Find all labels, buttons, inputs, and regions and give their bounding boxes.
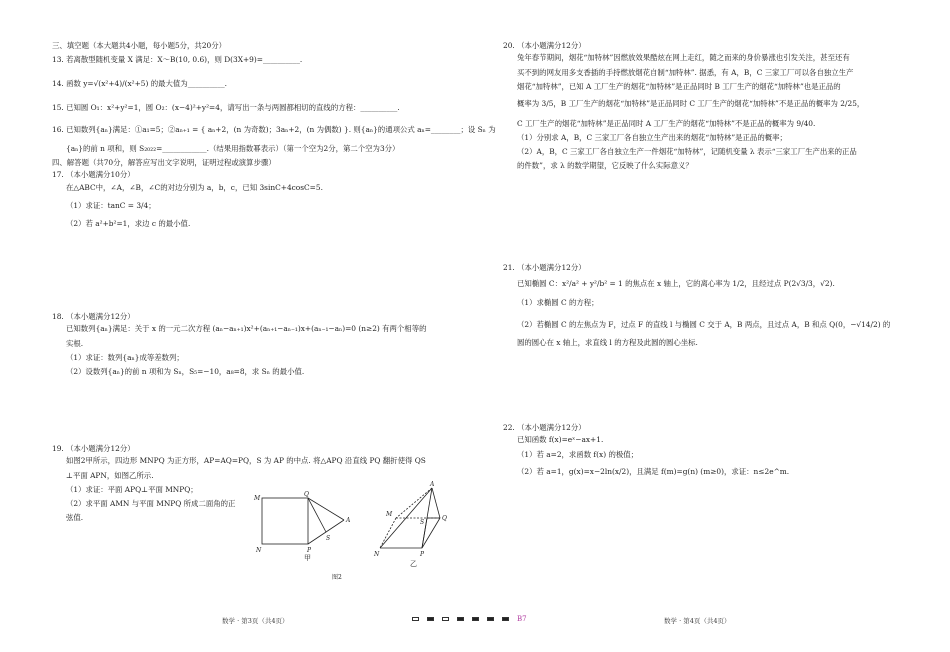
print-code: B7 <box>517 615 527 623</box>
question-16-line1: 16. 已知数列{aₙ}满足：①a₁=5；②aₙ₊₁ = { aₙ+2，(n 为奇数)；3aₙ+2，(n 为偶数) }. 则{aₙ}的通项公式 aₙ=________；设 Sₙ 为 <box>52 125 496 134</box>
question-17-part1: （1）求证：tanC = 3/4； <box>66 200 156 210</box>
figure-yi <box>370 480 480 570</box>
label-Q: Q <box>304 491 309 498</box>
question-19-header: 19. （本小题满分12分） <box>52 444 135 453</box>
question-21-part2-line2: 圆的圆心在 x 轴上，求直线 l 的方程及此圆的圆心坐标. <box>517 337 698 347</box>
reg-mark <box>427 617 434 621</box>
question-20-text-3: 烟花“加特林”，已知 A 工厂生产的烟花“加特林”是正品同时 B 工厂生产的烟花“加特林”也是正品的 <box>517 81 841 91</box>
question-20-text-1: 兔年春节期间，烟花“加特林”因燃放效果酷炫在网上走红，随之而来的身价暴涨也引发关注，甚至还有 <box>517 53 850 63</box>
reg-mark <box>472 617 479 621</box>
registration-marks <box>412 615 527 623</box>
question-19-part2-line1: （2）求平面 AMN 与平面 MNPQ 所成二面角的正 <box>66 498 236 508</box>
question-18-part1: （1）求证：数列{aₙ}成等差数列； <box>66 352 184 362</box>
question-17-header: 17. （本小题满分10分） <box>52 170 135 180</box>
reg-mark <box>457 617 464 621</box>
figure-caption: 图2 <box>332 574 342 581</box>
question-20-text-4: 概率为 3/5，B 工厂生产的烟花“加特林”是正品同时 C 工厂生产的烟花“加特林”不是正品的概率为 2/25， <box>517 98 865 108</box>
question-22-header: 22. （本小题满分12分） <box>503 423 586 432</box>
footer-page-4: 数学 · 第4页（共4页） <box>664 617 731 625</box>
question-22-text: 已知函数 f(x)=eˣ−ax+1. <box>517 435 604 445</box>
reg-mark <box>502 617 509 621</box>
section-answer-heading: 四、解答题（共70分，解答应写出文字说明，证明过程或演算步骤） <box>52 157 276 167</box>
question-20-part2-line2: 的件数”，求 λ 的数学期望，它反映了什么实际意义？ <box>517 160 693 170</box>
question-17-text: 在△ABC中，∠A，∠B，∠C的对边分别为 a，b，c，已知 3sinC+4cosC=5. <box>66 182 323 192</box>
question-17-part2: （2）若 a²+b²=1，求边 c 的最小值. <box>66 219 191 228</box>
question-18-header: 18. （本小题满分12分） <box>52 312 135 321</box>
question-19-text-1: 如图2甲所示，四边形 MNPQ 为正方形，AP=AQ=PQ，S 为 AP 的中点. 将△APQ 沿直线 PQ 翻折使得 QS <box>66 456 426 466</box>
figure-yi-label: 乙 <box>410 560 417 568</box>
question-21-part2-line1: （2）若椭圆 C 的左焦点为 F，过点 F 的直线 l 与椭圆 C 交于 A，B 两点，且过点 A，B 和点 Q(0，−√14/2) 的 <box>517 319 891 329</box>
label-A-yi: A <box>430 481 435 488</box>
question-16-line2: {aₙ}的前 n 项和，则 S₂₀₂₂=____________.（结果用指数幂表示）（第一个空为2分，第二个空为3分） <box>66 144 400 154</box>
question-20-text-2: 买不到的网友用多支香插的手持燃放烟花自制“加特林”. 据悉，有 A，B，C 三家工厂可以各自独立生产 <box>517 67 854 77</box>
label-S-yi: S <box>420 519 425 526</box>
label-A: A <box>346 517 351 524</box>
label-M-yi: M <box>386 511 393 518</box>
question-19-part1: （1）求证：平面 APQ⊥平面 MNPQ； <box>66 484 198 494</box>
label-M: M <box>254 495 261 502</box>
question-22-part2: （2）若 a=1，g(x)=x−2ln(x/2)，且满足 f(m)=g(n) (m≥0)，求证：n≤2e^m. <box>517 466 790 476</box>
question-15: 15. 已知圆 O₁：x²+y²=1，圆 O₂：(x−4)²+y²=4，请写出一条与两圆都相切的直线的方程：__________. <box>52 103 400 112</box>
question-18-part2: （2）设数列{aₙ}的前 n 项和为 Sₙ，S₅=−10，a₈=8，求 Sₙ 的最小值. <box>66 366 305 376</box>
question-21-header: 21. （本小题满分12分） <box>503 263 586 272</box>
label-S: S <box>326 535 331 542</box>
question-18-text-2: 实根. <box>66 338 84 348</box>
section-fill-in-heading: 三、填空题（本大题共4小题，每小题5分，共20分） <box>52 41 227 50</box>
question-20-part1: （1）分别求 A，B，C 三家工厂各自独立生产出来的烟花“加特林”是正品的概率； <box>517 132 787 142</box>
question-14: 14. 函数 y=√(x²+4)/(x²+5) 的最大值为__________. <box>52 79 227 88</box>
label-N: N <box>256 547 262 554</box>
label-Q-yi: Q <box>442 515 447 522</box>
question-19-part2-line2: 弦值. <box>66 512 84 522</box>
question-22-part1: （1）若 a=2，求函数 f(x) 的极值； <box>517 449 639 459</box>
reg-mark <box>487 617 494 621</box>
question-21-part1: （1）求椭圆 C 的方程； <box>517 297 599 307</box>
figure-jia <box>252 490 362 562</box>
question-18-text-1: 已知数列{aₙ}满足：关于 x 的一元二次方程 (aₙ−aₙ₊₁)x²+(aₙ₊₁−aₙ₋₁)x+(aₙ₋₁−aₙ)=0 (n≥2) 有两个相等的 <box>66 324 427 334</box>
figure-jia-label: 甲 <box>304 554 311 562</box>
label-N-yi: N <box>374 551 380 558</box>
reg-mark <box>412 617 419 621</box>
question-19-text-2: ⊥平面 APN，如图乙所示. <box>66 470 154 480</box>
question-20-text-5: C 工厂生产的烟花“加特林”是正品同时 A 工厂生产的烟花“加特林”不是正品的概率为 9/40. <box>517 118 816 128</box>
label-P-yi: P <box>420 551 425 558</box>
footer-page-3: 数学 · 第3页（共4页） <box>222 617 289 625</box>
label-P: P <box>307 547 312 554</box>
question-13: 13. 若离散型随机变量 X 满足：X～B(10, 0.6)，则 D(3X+9)=__________. <box>52 55 303 65</box>
question-20-part2-line1: （2）A，B，C 三家工厂各自独立生产一件烟花“加特林”，记随机变量 λ 表示“三家工厂生产出来的正品 <box>517 146 857 156</box>
reg-mark <box>442 617 449 621</box>
question-21-text: 已知椭圆 C：x²/a² + y²/b² = 1 的焦点在 x 轴上，它的离心率为 1/2，且经过点 P(2√3/3，√2). <box>517 279 835 289</box>
question-20-header: 20. （本小题满分12分） <box>503 41 586 50</box>
